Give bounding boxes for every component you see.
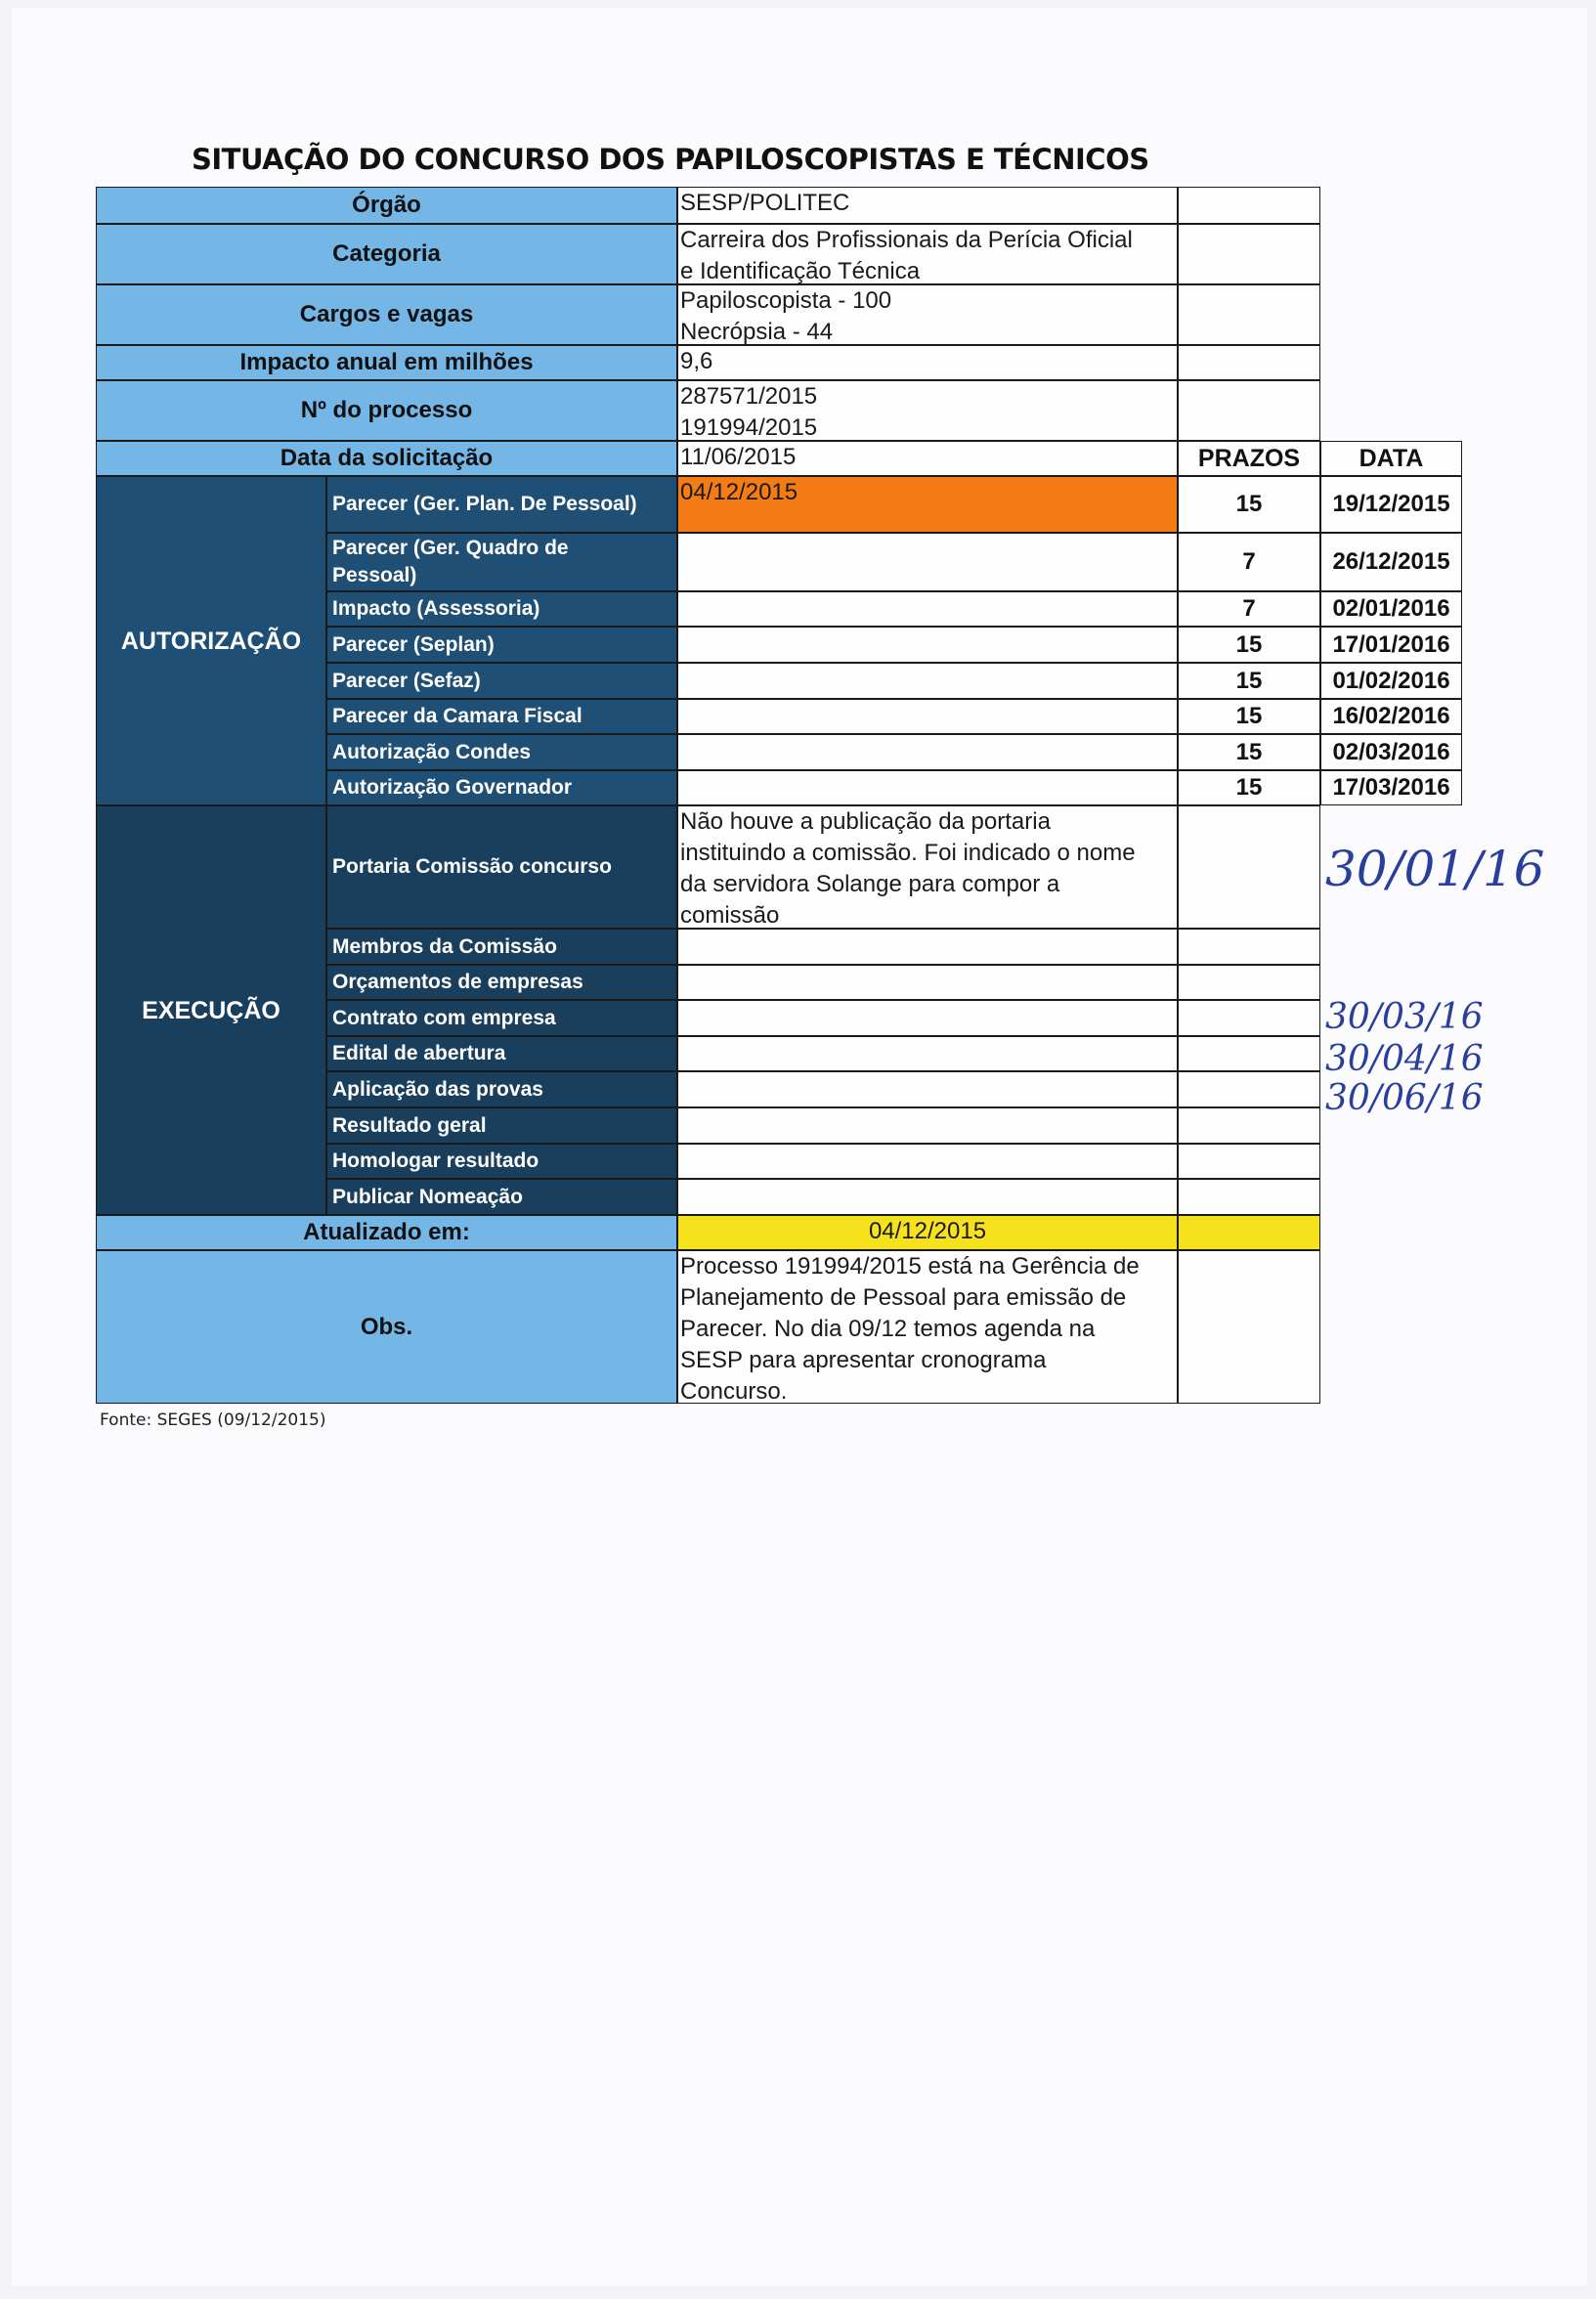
value-portaria-comissao: Não houve a publicação da portaria instituindo a comissão. Foi indicado o nome da servidora Solange para compor a comissão (677, 805, 1178, 929)
label-atualizado: Atualizado em: (96, 1215, 677, 1250)
label-cargos: Cargos e vagas (96, 284, 677, 345)
header-data: DATA (1320, 441, 1462, 476)
step-edital-abertura: Edital de abertura (326, 1036, 677, 1071)
step-parecer-ger-quadro: Parecer (Ger. Quadro de Pessoal) (326, 533, 677, 591)
step-autorizacao-governador: Autorização Governador (326, 770, 677, 805)
blank-processo (1178, 380, 1320, 441)
data-row-6: 16/02/2016 (1320, 699, 1462, 734)
label-impacto: Impacto anual em milhões (96, 345, 677, 380)
value-publicar-nomeacao (677, 1179, 1178, 1215)
value-row-5 (677, 663, 1178, 699)
step-autorizacao-condes: Autorização Condes (326, 734, 677, 770)
blank-orcamentos-empresas (1178, 965, 1320, 1000)
prazo-row-5: 15 (1178, 663, 1320, 699)
step-membros-comissao: Membros da Comissão (326, 929, 677, 965)
label-processo: Nº do processo (96, 380, 677, 441)
value-contrato-empresa (677, 1000, 1178, 1036)
document-title: SITUAÇÃO DO CONCURSO DOS PAPILOSCOPISTAS E TÉCNICOS (192, 143, 1149, 176)
step-parecer-ger-plan: Parecer (Ger. Plan. De Pessoal) (326, 476, 677, 533)
data-row-4: 17/01/2016 (1320, 627, 1462, 663)
step-parecer-sefaz: Parecer (Sefaz) (326, 663, 677, 699)
value-row-8 (677, 770, 1178, 805)
handwritten-date-4: 30/06/16 (1325, 1078, 1484, 1118)
step-parecer-camara-fiscal: Parecer da Camara Fiscal (326, 699, 677, 734)
blank-cargos (1178, 284, 1320, 345)
value-orgao: SESP/POLITEC (677, 187, 1178, 224)
value-categoria: Carreira dos Profissionais da Perícia Oficial e Identificação Técnica (677, 224, 1178, 284)
blank-membros-comissao (1178, 929, 1320, 965)
value-data-solicitacao: 11/06/2015 (677, 441, 1178, 476)
value-orcamentos-empresas (677, 965, 1178, 1000)
label-categoria: Categoria (96, 224, 677, 284)
value-row-6 (677, 699, 1178, 734)
data-row-8: 17/03/2016 (1320, 770, 1462, 805)
step-resultado-geral: Resultado geral (326, 1107, 677, 1144)
step-parecer-seplan: Parecer (Seplan) (326, 627, 677, 663)
header-prazos: PRAZOS (1178, 441, 1320, 476)
value-aplicacao-provas (677, 1071, 1178, 1107)
value-row-2 (677, 533, 1178, 591)
step-homologar-resultado: Homologar resultado (326, 1144, 677, 1179)
handwritten-date-2: 30/03/16 (1325, 997, 1484, 1037)
data-row-1: 19/12/2015 (1320, 476, 1462, 533)
source-note: Fonte: SEGES (09/12/2015) (100, 1410, 326, 1430)
value-row-7 (677, 734, 1178, 770)
data-row-2: 26/12/2015 (1320, 533, 1462, 591)
blank-aplicacao-provas (1178, 1071, 1320, 1107)
blank-resultado-geral (1178, 1107, 1320, 1144)
label-data-solicitacao: Data da solicitação (96, 441, 677, 476)
blank-orgao (1178, 187, 1320, 224)
label-orgao: Órgão (96, 187, 677, 224)
prazo-row-2: 7 (1178, 533, 1320, 591)
prazo-row-1: 15 (1178, 476, 1320, 533)
prazo-row-7: 15 (1178, 734, 1320, 770)
handwritten-date-1: 30/01/16 (1325, 841, 1545, 897)
step-publicar-nomeacao: Publicar Nomeação (326, 1179, 677, 1215)
value-atualizado: 04/12/2015 (677, 1215, 1178, 1250)
blank-portaria (1178, 805, 1320, 929)
step-impacto-assessoria: Impacto (Assessoria) (326, 591, 677, 627)
blank-publicar-nomeacao (1178, 1179, 1320, 1215)
blank-edital-abertura (1178, 1036, 1320, 1071)
step-aplicacao-provas: Aplicação das provas (326, 1071, 677, 1107)
value-row-3 (677, 591, 1178, 627)
data-row-3: 02/01/2016 (1320, 591, 1462, 627)
blank-contrato-empresa (1178, 1000, 1320, 1036)
blank-impacto (1178, 345, 1320, 380)
blank-categoria (1178, 224, 1320, 284)
value-resultado-geral (677, 1107, 1178, 1144)
prazo-row-6: 15 (1178, 699, 1320, 734)
prazo-row-3: 7 (1178, 591, 1320, 627)
value-parecer-ger-plan: 04/12/2015 (677, 476, 1178, 533)
value-impacto: 9,6 (677, 345, 1178, 380)
data-row-5: 01/02/2016 (1320, 663, 1462, 699)
data-row-7: 02/03/2016 (1320, 734, 1462, 770)
prazo-row-4: 15 (1178, 627, 1320, 663)
value-cargos: Papiloscopista - 100 Necrópsia - 44 (677, 284, 1178, 345)
value-membros-comissao (677, 929, 1178, 965)
blank-atualizado (1178, 1215, 1320, 1250)
section-autorizacao: AUTORIZAÇÃO (96, 476, 326, 805)
value-edital-abertura (677, 1036, 1178, 1071)
prazo-row-8: 15 (1178, 770, 1320, 805)
step-portaria-comissao: Portaria Comissão concurso (326, 805, 677, 929)
step-orcamentos-empresas: Orçamentos de empresas (326, 965, 677, 1000)
label-obs: Obs. (96, 1250, 677, 1404)
value-obs: Processo 191994/2015 está na Gerência de Planejamento de Pessoal para emissão de Parecer. No dia 09/12 temos agenda na SESP para apresentar cronograma Concurso. (677, 1250, 1178, 1404)
value-row-4 (677, 627, 1178, 663)
blank-homologar-resultado (1178, 1144, 1320, 1179)
value-processo: 287571/2015 191994/2015 (677, 380, 1178, 441)
value-homologar-resultado (677, 1144, 1178, 1179)
step-contrato-empresa: Contrato com empresa (326, 1000, 677, 1036)
blank-obs (1178, 1250, 1320, 1404)
section-execucao: EXECUÇÃO (96, 805, 326, 1215)
handwritten-date-3: 30/04/16 (1325, 1039, 1484, 1079)
